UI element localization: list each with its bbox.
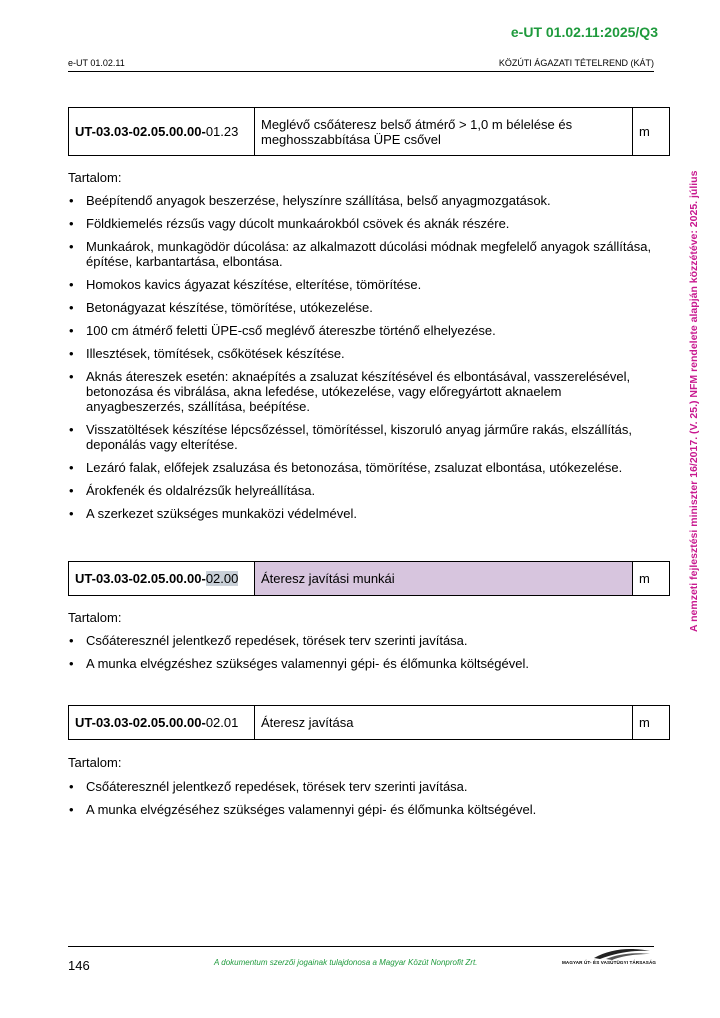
bullet-list-3 <box>68 779 658 825</box>
item-code <box>69 562 255 596</box>
item-unit: m <box>633 108 670 156</box>
header-divider <box>68 71 654 72</box>
list-item: • Árokfenék és oldalrézsűk helyreállítása. <box>68 483 658 498</box>
item-unit: m <box>633 562 670 596</box>
copyright-note: A dokumentum szerzői jogainak tulajdonosa a Magyar Közút Nonprofit Zrt. <box>214 958 478 967</box>
item-row <box>69 562 670 596</box>
item-code-suffix: 02.00 <box>205 571 239 586</box>
item-code-suffix: 01.23 <box>205 124 239 139</box>
item-code-bold: UT-03.03-02.05.00.00- <box>75 124 206 139</box>
item-table-2 <box>68 561 670 596</box>
document-code: e-UT 01.02.11:2025/Q3 <box>510 24 658 40</box>
swoosh-icon <box>592 948 652 960</box>
item-code <box>69 706 255 740</box>
item-row <box>69 706 670 740</box>
list-item: • A munka elvégzéséhez szükséges valamennyi gépi- és élőmunka költségével. <box>68 802 658 817</box>
page-number: 146 <box>68 958 90 973</box>
footer-divider <box>68 946 654 947</box>
item-code-suffix: 02.01 <box>205 715 239 730</box>
list-item: • Aknás átereszek esetén: aknaépítés a zsaluzat készítésével és elbontásával, vasszerelésével, betonozása és vibrálása, akna lefedése, utókezelése, vagy előregyártott aknaelem anyagbeszerzés, szállítása, beépítése. <box>68 369 658 414</box>
item-table-1 <box>68 107 670 156</box>
list-item: • Beépítendő anyagok beszerzése, helyszínre szállítása, belső anyagmozgatások. <box>68 193 658 208</box>
header-left-label: e-UT 01.02.11 <box>68 58 125 68</box>
item-row <box>69 108 670 156</box>
list-item: • Munkaárok, munkagödör dúcolása: az alkalmazott dúcolási módnak megfelelő anyagok szállítása, építése, karbantartása, elbontása. <box>68 239 658 269</box>
list-item: • A munka elvégzéshez szükséges valamennyi gépi- és élőmunka költségével. <box>68 656 658 671</box>
content-label: Tartalom: <box>68 755 122 770</box>
item-description: Áteresz javítása <box>255 706 633 740</box>
list-item: • Homokos kavics ágyazat készítése, elterítése, tömörítése. <box>68 277 658 292</box>
list-item: • 100 cm átmérő feletti ÜPE-cső meglévő átereszbe történő elhelyezése. <box>68 323 658 338</box>
item-description: Meglévő csőáteresz belső átmérő > 1,0 m bélelése és meghosszabbítása ÜPE csővel <box>255 108 633 156</box>
content-label: Tartalom: <box>68 170 122 185</box>
side-publication-note: A nemzeti fejlesztési miniszter 16/2017. (V. 25.) NFM rendelete alapján közzétéve: 2025. július <box>688 170 700 632</box>
logo-text: MAGYAR ÚT- ÉS VASÚTÜGYI TÁRSASÁG <box>562 960 657 965</box>
list-item: • A szerkezet szükséges munkaközi védelmével. <box>68 506 658 521</box>
association-logo <box>562 948 657 970</box>
item-unit: m <box>633 706 670 740</box>
list-item: • Illesztések, tömítések, csőkötések készítése. <box>68 346 658 361</box>
item-table-3 <box>68 705 670 740</box>
list-item: • Lezáró falak, előfejek zsaluzása és betonozása, tömörítése, zsaluzat elbontása, utókezelése. <box>68 460 658 475</box>
item-code-bold: UT-03.03-02.05.00.00- <box>75 715 206 730</box>
item-code <box>69 108 255 156</box>
list-item: • Földkiemelés rézsűs vagy dúcolt munkaárokból csövek és aknák részére. <box>68 216 658 231</box>
content-label: Tartalom: <box>68 610 122 625</box>
list-item: • Visszatöltések készítése lépcsőzéssel, tömörítéssel, kiszoruló anyag járműre rakás, elszállítás, deponálás vagy elterítése. <box>68 422 658 452</box>
bullet-list-1 <box>68 193 658 529</box>
item-code-bold: UT-03.03-02.05.00.00- <box>75 571 206 586</box>
list-item: • Csőáteresznél jelentkező repedések, törések terv szerinti javítása. <box>68 633 658 648</box>
item-description: Áteresz javítási munkái <box>255 562 633 596</box>
list-item: • Betonágyazat készítése, tömörítése, utókezelése. <box>68 300 658 315</box>
list-item: • Csőáteresznél jelentkező repedések, törések terv szerinti javítása. <box>68 779 658 794</box>
header-right-label: KÖZÚTI ÁGAZATI TÉTELREND (KÁT) <box>498 58 654 68</box>
bullet-list-2 <box>68 633 658 679</box>
